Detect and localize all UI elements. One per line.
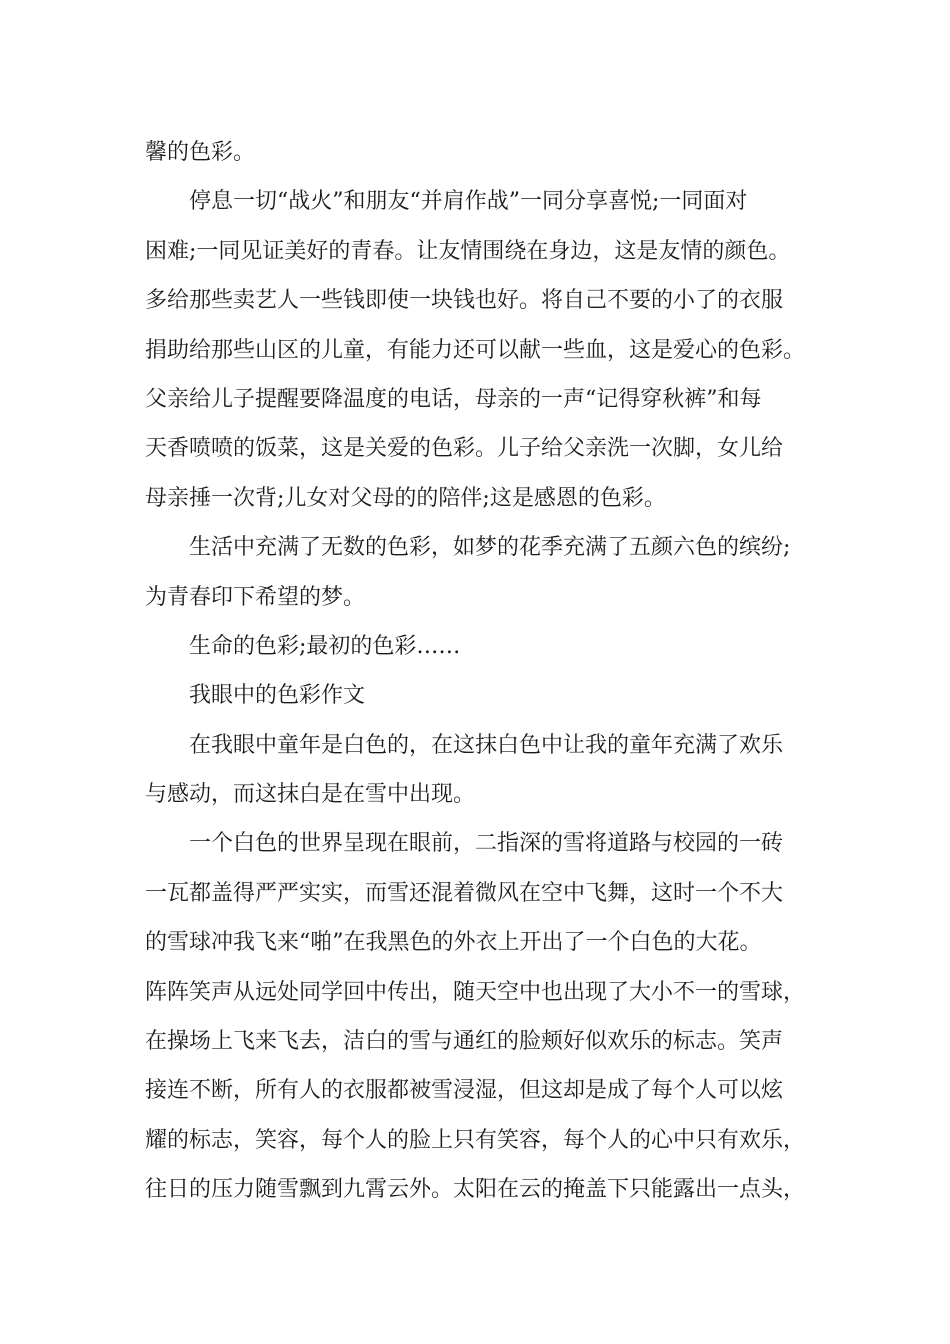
text-line: 接连不断，所有人的衣服都被雪浸湿，但这却是成了每个人可以炫: [145, 1078, 784, 1104]
text-line: 母亲捶一次背;儿女对父母的的陪伴;这是感恩的色彩。: [145, 485, 666, 511]
text-line: 在我眼中童年是白色的，在这抹白色中让我的童年充满了欢乐: [189, 732, 784, 758]
text-line: 我眼中的色彩作文: [189, 683, 366, 709]
text-line: 阵阵笑声从远处同学回中传出，随天空中也出现了大小不一的雪球，: [145, 979, 806, 1005]
text-line: 耀的标志，笑容，每个人的脸上只有笑容，每个人的心中只有欢乐，: [145, 1127, 806, 1153]
text-line: 为青春印下希望的梦。: [145, 584, 366, 610]
text-line: 在操场上飞来飞去，洁白的雪与通红的脸颊好似欢乐的标志。笑声: [145, 1029, 784, 1055]
text-line: 与感动，而这抹白是在雪中出现。: [145, 782, 476, 808]
text-line: 的雪球冲我飞来“啪”在我黑色的外衣上开出了一个白色的大花。: [145, 930, 762, 956]
text-line: 生活中充满了无数的色彩，如梦的花季充满了五颜六色的缤纷;: [189, 535, 791, 561]
text-line: 困难;一同见证美好的青春。让友情围绕在身边，这是友情的颜色。: [145, 238, 791, 264]
text-line: 停息一切“战火”和朋友“并肩作战”一同分享喜悦;一同面对: [189, 189, 748, 215]
text-line: 父亲给儿子提醒要降温度的电话，母亲的一声“记得穿秋裤”和每: [145, 386, 762, 412]
text-line: 一个白色的世界呈现在眼前，二指深的雪将道路与校园的一砖: [189, 831, 784, 857]
text-line: 捐助给那些山区的儿童，有能力还可以献一些血，这是爱心的色彩。: [145, 337, 806, 363]
text-line: 往日的压力随雪飘到九霄云外。太阳在云的掩盖下只能露出一点头，: [145, 1177, 806, 1203]
text-line: 一瓦都盖得严严实实，而雪还混着微风在空中飞舞，这时一个不大: [145, 880, 784, 906]
text-line: 天香喷喷的饭菜，这是关爱的色彩。儿子给父亲洗一次脚，女儿给: [145, 436, 784, 462]
text-line: 馨的色彩。: [145, 140, 256, 165]
document-body: [145, 128, 835, 1215]
text-line: 多给那些卖艺人一些钱即使一块钱也好。将自己不要的小了的衣服: [145, 288, 784, 314]
text-line: 生命的色彩;最初的色彩……: [189, 633, 461, 659]
